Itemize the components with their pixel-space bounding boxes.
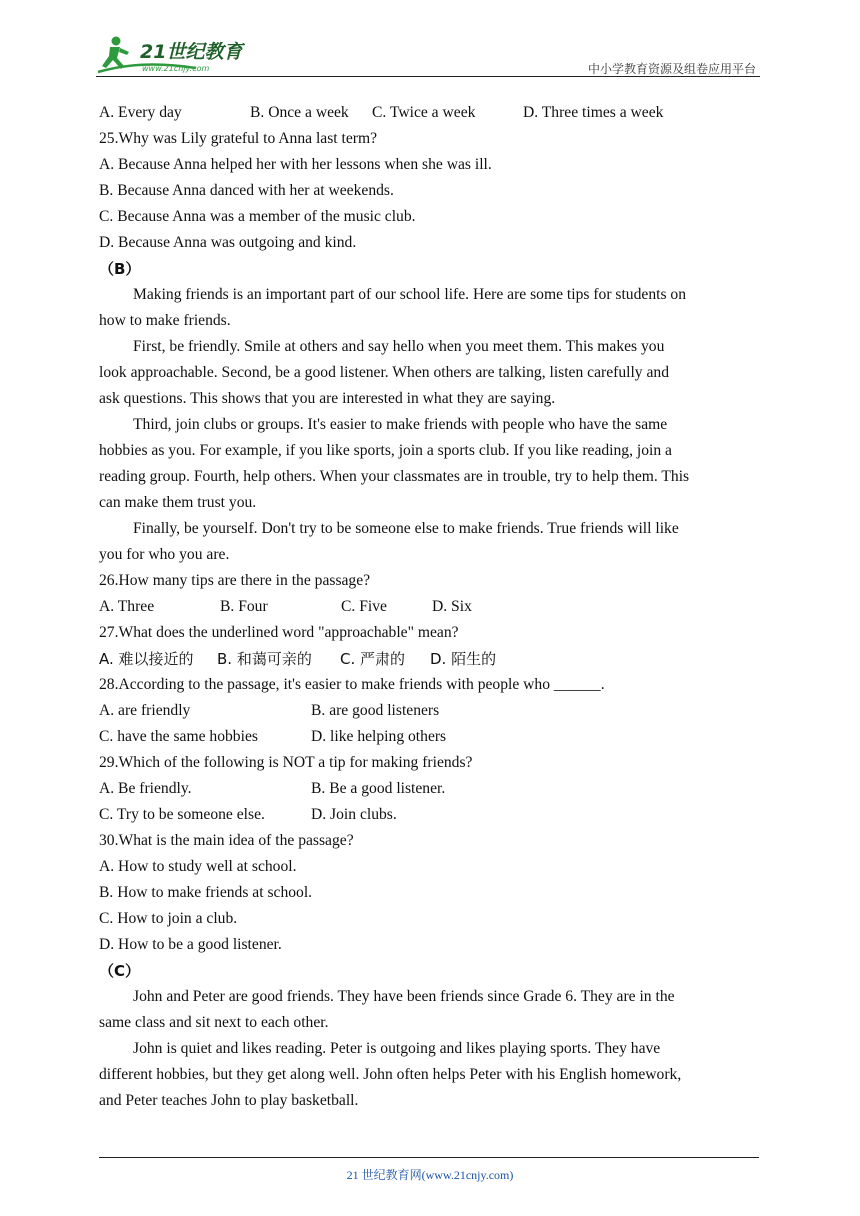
option-b: B. Once a week xyxy=(250,104,349,121)
q26-question: 26.How many tips are there in the passage? xyxy=(99,572,371,589)
passage-line: can make them trust you. xyxy=(99,494,257,511)
option-c: C. Twice a week xyxy=(372,104,476,121)
logo-url: www.21cnjy.com xyxy=(142,64,210,73)
passage-line: and Peter teaches John to play basketball. xyxy=(99,1092,359,1109)
option-c: C. Five xyxy=(341,598,387,615)
passage-line: Making friends is an important part of our school life. Here are some tips for students on xyxy=(133,286,687,303)
q30-question: 30.What is the main idea of the passage? xyxy=(99,832,354,849)
logo-text: 21世纪教育 xyxy=(140,41,243,63)
passage-line: hobbies as you. For example, if you like sports, join a sports club. If you like reading, join a xyxy=(99,442,672,459)
passage-line: look approachable. Second, be a good listener. When others are talking, listen carefully and xyxy=(99,364,669,381)
option-a: A. Every day xyxy=(99,104,182,121)
option-a: A. 难以接近的 xyxy=(99,650,194,668)
passage-line: John is quiet and likes reading. Peter is outgoing and likes playing sports. They have xyxy=(133,1040,661,1057)
header-divider xyxy=(96,76,760,77)
q27-question: 27.What does the underlined word "approachable" mean? xyxy=(99,624,459,641)
q28-question: 28.According to the passage, it's easier to make friends with people who ______. xyxy=(99,676,605,693)
q30-option-a: A. How to study well at school. xyxy=(99,858,297,875)
q25-option-a: A. Because Anna helped her with her lessons when she was ill. xyxy=(99,156,492,173)
passage-line: how to make friends. xyxy=(99,312,231,329)
page-footer: 21 世纪教育网(www.21cnjy.com) xyxy=(346,1168,514,1182)
option-c: C. have the same hobbies xyxy=(99,728,258,745)
option-d: D. like helping others xyxy=(311,728,447,745)
q29-question: 29.Which of the following is NOT a tip for making friends? xyxy=(99,754,473,771)
q25-option-b: B. Because Anna danced with her at weekends. xyxy=(99,182,394,199)
section-c-heading: （C） xyxy=(99,962,141,980)
option-d: D. Six xyxy=(432,598,472,615)
passage-line: reading group. Fourth, help others. When your classmates are in trouble, try to help them. This xyxy=(99,468,690,485)
footer-divider xyxy=(99,1157,759,1158)
passage-line: Third, join clubs or groups. It's easier to make friends with people who have the same xyxy=(133,416,668,433)
option-a: A. are friendly xyxy=(99,702,191,719)
q25-option-c: C. Because Anna was a member of the music club. xyxy=(99,208,416,225)
option-c: C. Try to be someone else. xyxy=(99,806,265,823)
option-a: A. Three xyxy=(99,598,155,615)
q30-option-b: B. How to make friends at school. xyxy=(99,884,313,901)
q25-option-d: D. Because Anna was outgoing and kind. xyxy=(99,234,357,251)
passage-line: different hobbies, but they get along well. John often helps Peter with his English homework, xyxy=(99,1066,682,1083)
platform-name: 中小学教育资源及组卷应用平台 xyxy=(587,62,756,76)
passage-line: Finally, be yourself. Don't try to be someone else to make friends. True friends will like xyxy=(133,520,679,537)
passage-line: John and Peter are good friends. They have been friends since Grade 6. They are in the xyxy=(133,988,675,1005)
passage-line: ask questions. This shows that you are interested in what they are saying. xyxy=(99,390,556,407)
q30-option-d: D. How to be a good listener. xyxy=(99,936,282,953)
q30-option-c: C. How to join a club. xyxy=(99,910,238,927)
q25-question: 25.Why was Lily grateful to Anna last term? xyxy=(99,130,378,147)
page-header xyxy=(0,0,860,80)
passage-line: First, be friendly. Smile at others and say hello when you meet them. This makes you xyxy=(133,338,665,355)
option-a: A. Be friendly. xyxy=(99,780,192,797)
passage-line: same class and sit next to each other. xyxy=(99,1014,329,1031)
option-c: C. 严肃的 xyxy=(340,650,406,668)
option-b: B. are good listeners xyxy=(311,702,440,719)
option-d: D. Join clubs. xyxy=(311,806,397,823)
option-d: D. 陌生的 xyxy=(430,650,497,668)
passage-line: you for who you are. xyxy=(99,546,230,563)
option-b: B. 和蔼可亲的 xyxy=(217,650,312,668)
section-b-heading: （B） xyxy=(99,260,141,278)
option-b: B. Be a good listener. xyxy=(311,780,446,797)
logo xyxy=(96,34,266,76)
option-b: B. Four xyxy=(220,598,268,615)
option-d: D. Three times a week xyxy=(523,104,664,121)
